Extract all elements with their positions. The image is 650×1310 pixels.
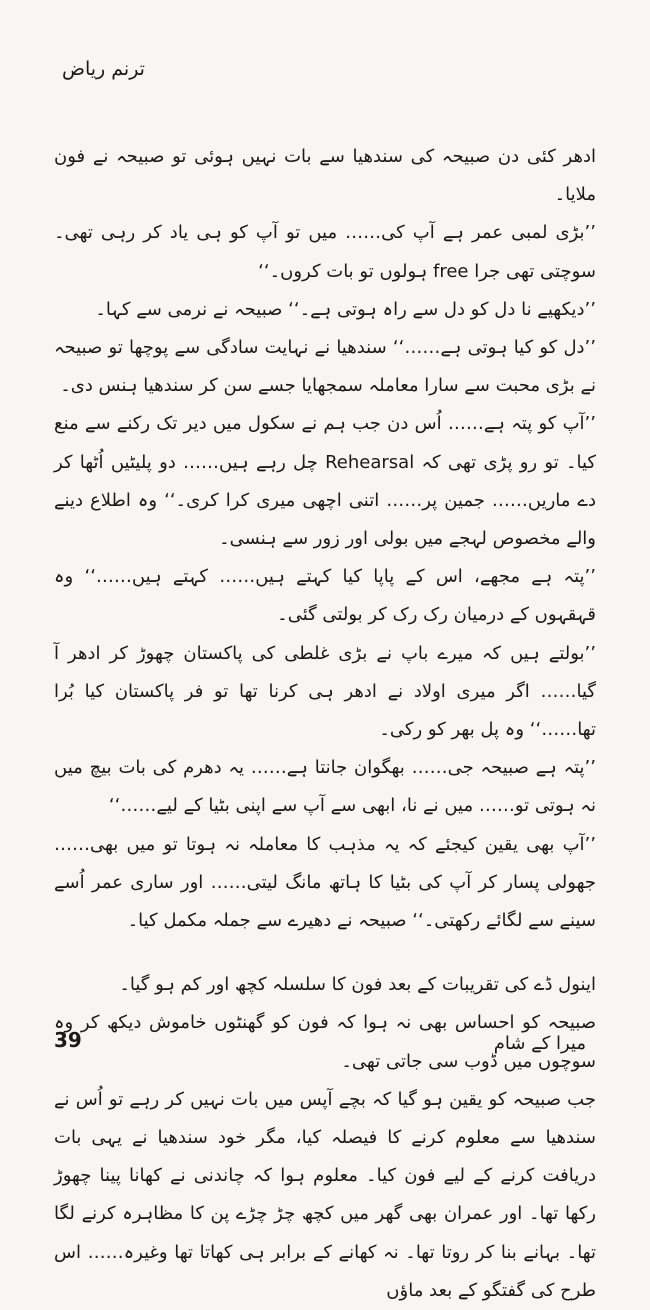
paragraph: ’’بولتے ہیں کہ میرے باپ نے بڑی غلطی کی پاکستان چھوڑ کر ادھر آ گیا…… اگر میری اولاد نے ادھر ہی کرنا تھا تو فر پاکستان کیا بُرا تھا……‘‘ وہ پل بھر کو رکی۔ bbox=[54, 642, 596, 741]
paragraph: ’’پتہ ہے مجھے، اس کے پاپا کیا کہتے ہیں…… کہتے ہیں……‘‘ وہ قہقہوں کے درمیان رک رک کر بولتی گئی۔ bbox=[54, 566, 596, 626]
paragraph: ’’دیکھیے نا دل کو دل سے راہ ہوتی ہے۔‘‘ صبیحہ نے نرمی سے کہا۔ bbox=[95, 298, 596, 320]
author-header: ترنم ریاض bbox=[62, 58, 145, 80]
paragraph: ادھر کئی دن صبیحہ کی سندھیا سے بات نہیں ہوئی تو صبیحہ نے فون ملایا۔ bbox=[54, 146, 596, 206]
paragraph: ’’آپ کو پتہ ہے…… اُس دن جب ہم نے سکول میں دیر تک رکنے سے منع کیا۔ تو رو پڑی تھی کہ Rehearsal چل رہے ہیں…… دو پلیٹیں اُٹھا کر دے ماریں…… جمین پر…… اتنی اچھی میری کرا کری۔‘‘ وہ اطلاع دینے والے مخصوص لہجے میں بولی اور زور سے ہنسی۔ bbox=[54, 413, 597, 550]
paragraph: ’’بڑی لمبی عمر ہے آپ کی…… میں تو آپ کو ہی یاد کر رہی تھی۔ سوچتی تھی جرا free ہولوں تو بات کروں۔‘‘ bbox=[54, 222, 596, 282]
paragraph: ’’دل کو کیا ہوتی ہے……‘‘ سندھیا نے نہایت سادگی سے پوچھا تو صبیحہ نے بڑی محبت سے سارا معاملہ سمجھایا جسے سن کر سندھیا ہنس دی۔ bbox=[54, 337, 596, 397]
page-number: 39 bbox=[54, 1028, 82, 1052]
book-title-footer: میرا کے شام bbox=[493, 1033, 586, 1054]
story-text bbox=[54, 138, 596, 1310]
paragraph: ’’پتہ ہے صبیحہ جی…… بھگوان جانتا ہے…… یہ دھرم کی بات بیچ میں نہ ہوتی تو…… میں نے نا، ابھی سے آپ سے اپنی بٹیا کے لیے……‘‘ bbox=[54, 757, 596, 817]
paragraph: صبیحہ کو احساس بھی نہ ہوا کہ فون کو گھنٹوں خاموش دیکھ کر وہ سوچوں میں ڈوب سی جاتی تھی۔ bbox=[54, 1012, 596, 1072]
paragraph: اینول ڈے کی تقریبات کے بعد فون کا سلسلہ کچھ اور کم ہو گیا۔ bbox=[119, 974, 596, 996]
paragraph: ’’آپ بھی یقین کیجئے کہ یہ مذہب کا معاملہ نہ ہوتا تو میں بھی…… جھولی پسار کر آپ کی بٹیا کا ہاتھ مانگ لیتی…… اور ساری عمر اُسے سینے سے لگائے رکھتی۔‘‘ صبیحہ نے دھیرے سے جملہ مکمل کیا۔ bbox=[54, 833, 596, 932]
paragraph: جب صبیحہ کو یقین ہو گیا کہ بچے آپس میں بات نہیں کر رہے تو اُس نے سندھیا سے معلوم کرنے کا فیصلہ کیا، مگر خود سندھیا نے یہی بات دریافت کرنے کے لیے فون کیا۔ معلوم ہوا کہ چاندنی نے کھانا پینا چھوڑ رکھا تھا۔ اور عمران بھی گھر میں کچھ چڑ چڑے پن کا مظاہرہ کرنے لگا تھا۔ بہانے بنا کر روتا تھا۔ نہ کھانے کے برابر ہی کھاتا تھا وغیرہ…… اس طرح کی گفتگو کے بعد ماؤں bbox=[54, 1088, 596, 1301]
section-break bbox=[54, 940, 596, 966]
